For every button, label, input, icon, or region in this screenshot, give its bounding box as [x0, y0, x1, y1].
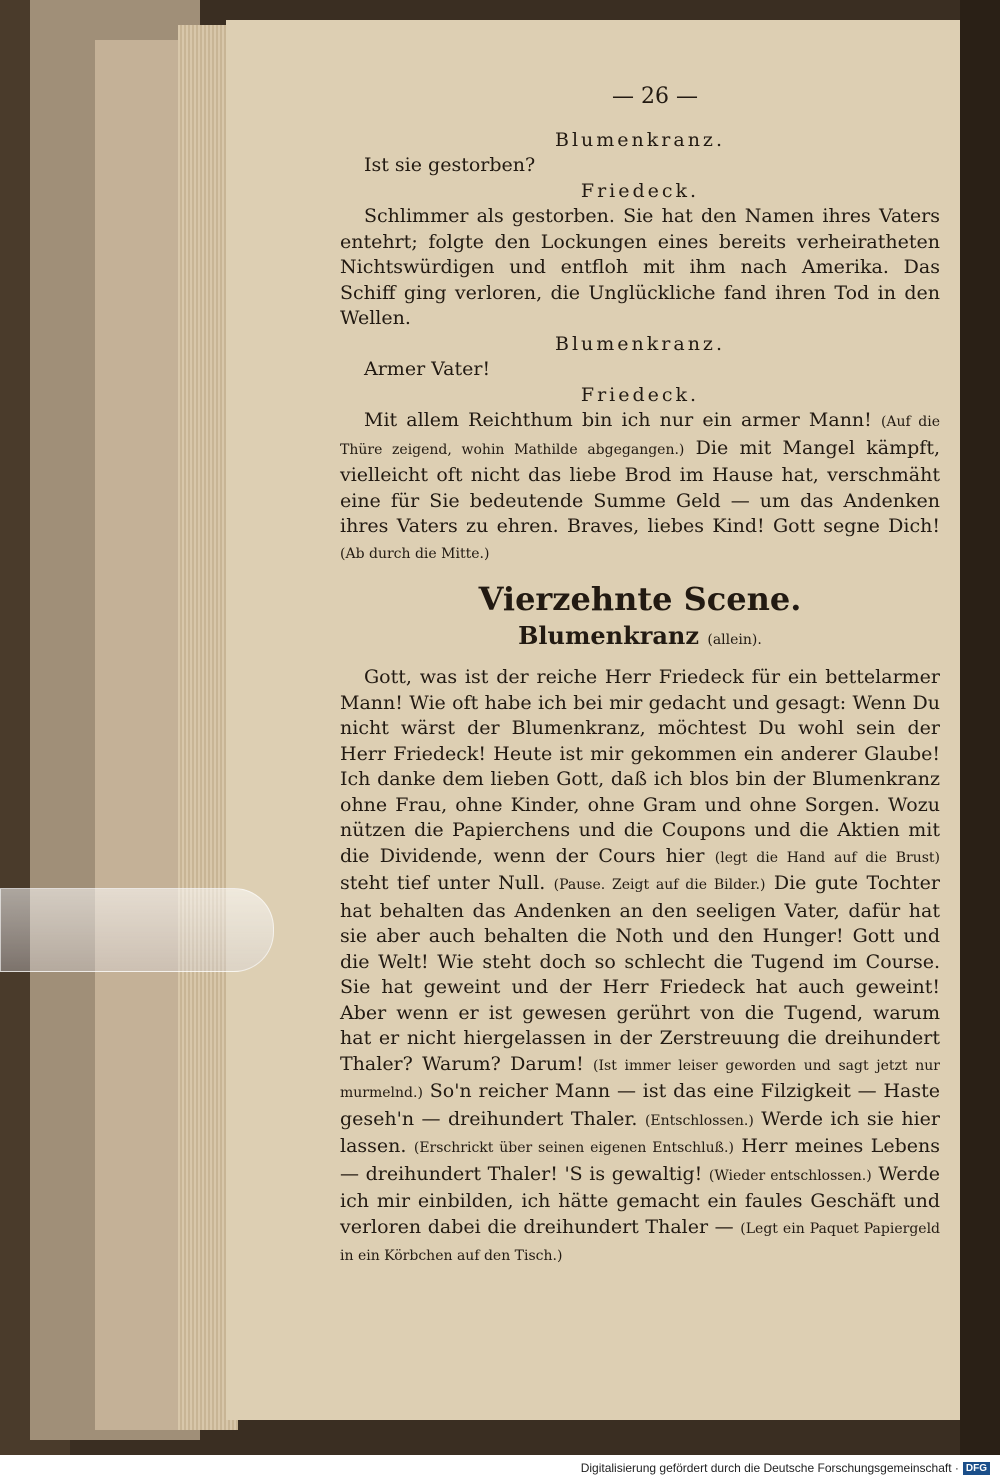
dialogue-line: Schlimmer als gestorben. Sie hat den Namen ihres Vaters entehrt; folgte den Lockungen eines bereits verheiratheten Nichtswürdigen und entfloh mit ihm nach Amerika. Das Schiff ging verloren, die Unglückliche fand ihren Tod in den Wellen. — [340, 205, 940, 329]
speaker-label: Friedeck. — [580, 179, 700, 202]
dfg-logo: DFG — [963, 1462, 990, 1475]
stage-direction: (Pause. Zeigt auf die Bilder.) — [553, 877, 766, 893]
dialogue-line: Ist sie gestorben? — [364, 154, 536, 176]
dialogue-text: Mit allem Reichthum bin ich nur ein armer Mann! — [364, 409, 872, 431]
book-gutter — [960, 0, 1000, 1481]
dialogue-text: So'n reicher Mann — ist das eine Filzigkeit — Haste geseh'n — dreihundert Thaler. — [340, 1080, 940, 1130]
speaker-label: Friedeck. — [580, 383, 700, 406]
stage-direction: (Wieder entschlossen.) — [708, 1167, 872, 1184]
stage-direction: (Erschrickt über seinen eigenen Entschluß.) — [413, 1140, 734, 1156]
footer-text: Digitalisierung gefördert durch die Deutsche Forschungsgemeinschaft · — [580, 1461, 959, 1475]
speaker-label: Blumenkranz. — [555, 332, 725, 355]
dialogue-text: Die gute Tochter hat behalten das Andenken an den seeligen Vater, dafür hat sie aber auch behalten die Noth und den Hunger! Gott und die Welt! Wie steht doch so schlecht die Tugend im Course. Sie hat geweint und der Herr Friedeck hat auch geweint! Aber wenn er ist gewesen gerührt von die Tugend, warum hat er nicht hiergelassen in der Zerstreuung die dreihundert Thaler? Warum? Darum! — [340, 872, 940, 1075]
monologue — [340, 665, 940, 1270]
dialogue-text: Werde ich mir einbilden, ich hätte gemacht ein faules Geschäft und verloren dabei die dreihundert Thaler — — [340, 1162, 941, 1238]
dialogue-text: Herr meines Lebens — dreihundert Thaler! 'S is gewaltig! — [340, 1135, 940, 1185]
page-number: — 26 — — [612, 84, 698, 109]
scene-speaker-name: Blumenkranz — [518, 621, 700, 650]
dialogue-line — [340, 408, 940, 567]
dialogue-text: steht tief unter Null. — [340, 872, 546, 894]
stage-direction: (Ab durch die Mitte.) — [340, 545, 490, 562]
dialogue-text: Gott, was ist der reiche Herr Friedeck für ein bettelarmer Mann! Wie oft habe ich bei mir gedacht und gesagt: Wenn Du nicht wärst der Blumenkranz, möchtest Du wohl sein der Herr Friedeck! Heute ist mir gekommen ein anderer Glaube! Ich danke dem lieben Gott, daß ich blos bin der Blumenkranz ohne Frau, ohne Kinder, ohne Gram und ohne Sorgen. Wozu nützen die Papierchens und die Coupons und die Aktien mit die Dividende, wenn der Cours hier — [340, 666, 940, 867]
dialogue-line: Armer Vater! — [364, 358, 491, 380]
stage-direction: (Legt ein Paquet Papiergeld in ein Körbchen auf den Tisch.) — [340, 1220, 941, 1264]
footer-bar — [0, 1455, 1000, 1481]
stage-direction: (Auf die Thüre zeigend, wohin Mathilde abgegangen.) — [340, 414, 940, 458]
speaker-label: Blumenkranz. — [555, 128, 725, 151]
glass-page-weight — [0, 888, 274, 972]
stage-direction: (allein). — [707, 632, 762, 648]
stage-direction: (Ist immer leiser geworden und sagt jetzt nur murmelnd.) — [340, 1057, 940, 1101]
dialogue-text: Die mit Mangel kämpft, vielleicht oft nicht das liebe Brod im Hause hat, verschmäht eine für Sie bedeutende Summe Geld — um das Andenken ihres Vaters zu ehren. Braves, liebes Kind! Gott segne Dich! — [340, 436, 940, 537]
page-text — [340, 84, 940, 1270]
stage-direction: (Entschlossen.) — [644, 1112, 754, 1129]
scene-speaker — [340, 621, 940, 655]
dialogue-text: Werde ich sie hier lassen. — [340, 1107, 941, 1157]
scene-title: Vierzehnte Scene. — [478, 580, 802, 618]
stage-direction: (legt die Hand auf die Brust) — [714, 849, 940, 866]
